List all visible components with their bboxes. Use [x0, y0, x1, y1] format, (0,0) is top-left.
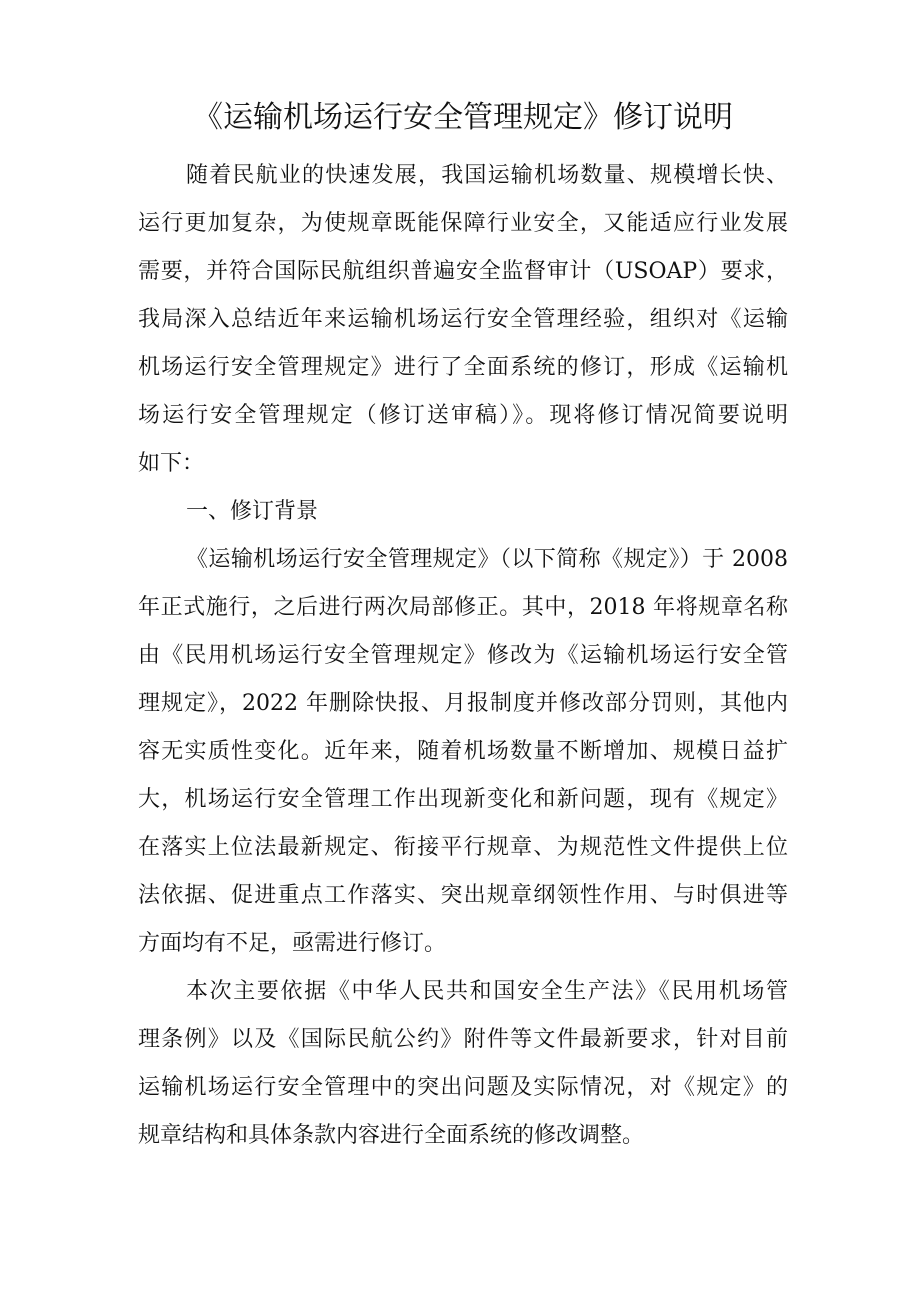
paragraph-2-line-9: 方面均有不足，亟需进行修订。	[138, 931, 447, 956]
paragraph-2-line-6: 大，机场运行安全管理工作出现新变化和新问题，现有《规定》	[138, 787, 788, 812]
paragraph-3-line-4: 规章结构和具体条款内容进行全面系统的修改调整。	[138, 1123, 645, 1148]
paragraph-3-line-2: 理条例》以及《国际民航公约》附件等文件最新要求，针对目前	[138, 1027, 788, 1052]
paragraph-1-line-3: 需要，并符合国际民航组织普遍安全监督审计（USOAP）要求，	[138, 259, 788, 284]
paragraph-3-line-1: 本次主要依据《中华人民共和国安全生产法》《民用机场管	[186, 979, 788, 1004]
paragraph-1-line-2: 运行更加复杂，为使规章既能保障行业安全，又能适应行业发展	[138, 211, 788, 236]
paragraph-1-line-1: 随着民航业的快速发展，我国运输机场数量、规模增长快、	[186, 163, 788, 188]
paragraph-2-line-3: 由《民用机场运行安全管理规定》修改为《运输机场运行安全管	[138, 643, 788, 668]
paragraph-1-line-4: 我局深入总结近年来运输机场运行安全管理经验，组织对《运输	[138, 307, 788, 332]
paragraph-2-line-8: 法依据、促进重点工作落实、突出规章纲领性作用、与时俱进等	[138, 883, 788, 908]
paragraph-2-line-7: 在落实上位法最新规定、衔接平行规章、为规范性文件提供上位	[138, 835, 788, 860]
section-heading-background: 一、修订背景	[186, 499, 319, 524]
paragraph-2-line-4: 理规定》，2022 年删除快报、月报制度并修改部分罚则，其他内	[138, 691, 788, 716]
paragraph-2-line-1: 《运输机场运行安全管理规定》（以下简称《规定》）于 2008	[186, 547, 788, 572]
paragraph-2-line-2: 年正式施行，之后进行两次局部修正。其中，2018 年将规章名称	[138, 595, 788, 620]
document-title: 《运输机场运行安全管理规定》修订说明	[193, 100, 733, 135]
paragraph-2-line-5: 容无实质性变化。近年来，随着机场数量不断增加、规模日益扩	[138, 739, 788, 764]
paragraph-3-line-3: 运输机场运行安全管理中的突出问题及实际情况，对《规定》的	[138, 1075, 788, 1100]
paragraph-1-line-5: 机场运行安全管理规定》进行了全面系统的修订，形成《运输机	[138, 355, 788, 380]
paragraph-1-line-7: 如下：	[138, 451, 205, 476]
paragraph-1-line-6: 场运行安全管理规定（修订送审稿）》。现将修订情况简要说明	[138, 403, 788, 428]
